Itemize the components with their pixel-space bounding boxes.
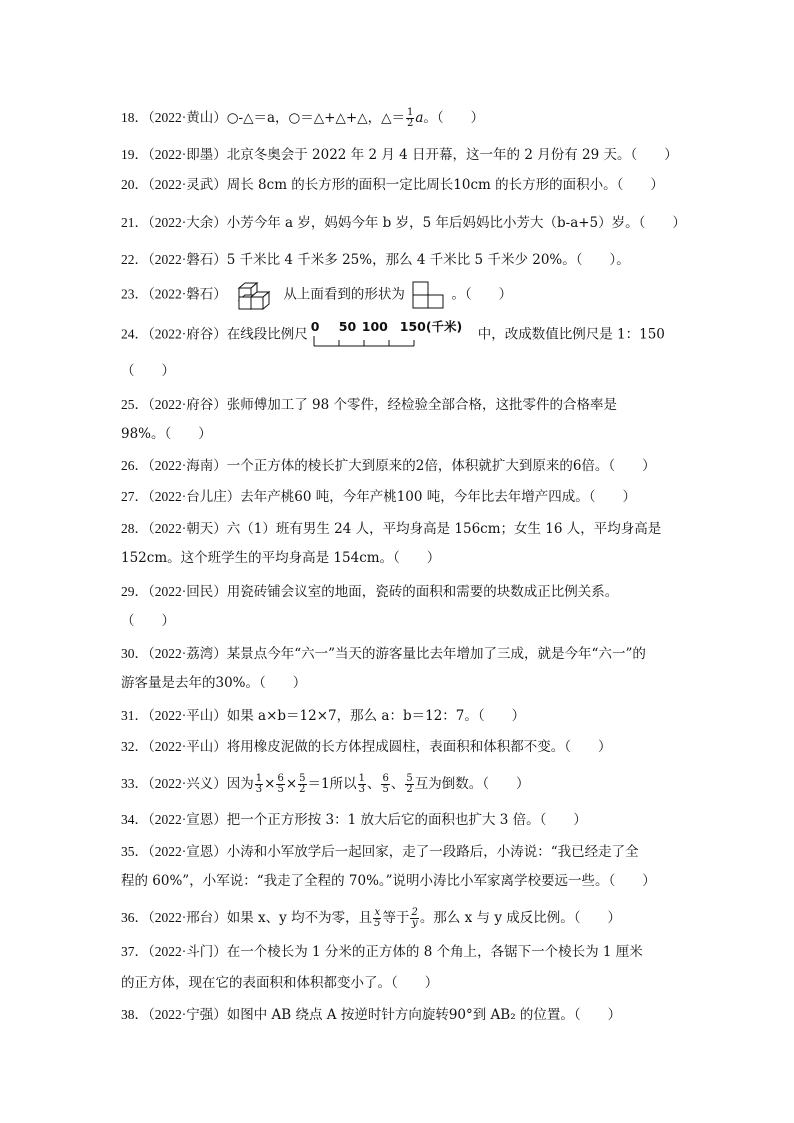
question-28-cont: 152cm。这个班学生的平均身高是 154cm。（ ） [121,550,441,566]
question-29-cont: （ ） [121,613,175,629]
cubes-figure-icon [235,280,275,310]
question-25-cont: 98%。（ ） [121,426,212,442]
question-28: 28．（2022·朝天）六（1）班有男生 24 人，平均身高是 156cm；女生 16 人，平均身高是 [121,521,662,537]
question-24-cont: （ ） [121,363,175,379]
line-scale-ruler: 0 50 100 150(千米) [310,318,476,352]
question-19: 19．（2022·即墨）北京冬奥会于 2022 年 2 月 4 日开幕，这一年的 2 月份有 29 天。（ ） [121,147,678,163]
question-34: 34．（2022·宣恩）把一个正方形按 3：1 放大后它的面积也扩大 3 倍。（ ） [121,812,587,828]
question-38: 38．（2022·宁强）如图中 AB 绕点 A 按逆时针方向旋转90°到 AB₂ 的位置。（ ） [121,1007,622,1023]
scale-bar [310,334,430,350]
question-31: 31．（2022·平山）如果 a×b＝12×7，那么 a：b＝12：7。（ ） [121,708,526,724]
question-32: 32．（2022·平山）将用橡皮泥做的长方体捏成圆柱，表面积和体积都不变。（ ） [121,739,612,755]
question-23: 23．（2022·磐石） 从上面看到的形状为 。（ ） [121,280,681,310]
question-35: 35．（2022·宣恩）小涛和小军放学后一起回家，走了一段路后，小涛说：“我已经走了全 [121,844,639,860]
question-35-cont: 程的 60%”，小军说：“我走了全程的 70%。”说明小涛比小军家离学校要远一些。（ ） [121,873,656,889]
question-30-cont: 游客量是去年的30%。（ ） [121,675,307,691]
question-21: 21．（2022·大余）小芳今年 a 岁，妈妈今年 b 岁，5 年后妈妈比小芳大（b-a+5）岁。（ ） [121,215,686,231]
question-27: 27．（2022·台儿庄）去年产桃60 吨，今年产桃100 吨，今年比去年增产四成。（ ） [121,489,637,505]
fraction: $\frac{1}{2}$ [406,107,414,129]
question-29: 29．（2022·回民）用瓷砖铺会议室的地面，瓷砖的面积和需要的块数成正比例关系。 [121,584,619,600]
question-37-cont: 的正方体，现在它的表面积和体积都变小了。（ ） [121,975,439,991]
question-24: 24．（2022·府谷）在线段比例尺 0 50 100 150(千米) 中，改成数值比例尺是 1：150 [121,318,681,352]
question-33: 33．（2022·兴义）因为 $\frac{1}{3}$ × $\frac{6}{5}$ × $\frac{5}{2}$ ＝1所以 $\frac{1}{3}$ 、 $\frac{6}{5}$ 、 $\frac{5}{2}$ 互为倒数。（ ） [121,773,530,795]
question-37: 37．（2022·斗门）在一个棱长为 1 分米的正方体的 8 个角上，各锯下一个棱长为 1 厘米 [121,944,643,960]
question-26: 26．（2022·海南）一个正方体的棱长扩大到原来的2倍，体积就扩大到原来的6倍。（ ） [121,458,656,474]
question-25: 25．（2022·府谷）张师傅加工了 98 个零件，经检验全部合格，这批零件的合格率是 [121,397,618,413]
question-20: 20．（2022·灵武）周长 8cm 的长方形的面积一定比周长10cm 的长方形的面积小。（ ） [121,177,664,193]
question-36: 36．（2022·邢台）如果 x、y 均不为零，且 $\frac{x}{5}$ 等于 $\frac{2}{y}$ 。那么 x 与 y 成反比例。（ ） [121,907,621,929]
top-view-grid-icon [412,281,444,309]
question-30: 30．（2022·荔湾）某景点今年“六一”当天的游客量比去年增加了三成，就是今年“六一”的 [121,646,646,662]
question-18: 18．（2022·黄山）○-△＝a，○＝△+△+△，△＝ $\frac{1}{2}$ a。（ ） [121,107,485,129]
question-22: 22．（2022·磐石）5 千米比 4 千米多 25%，那么 4 千米比 5 千米少 20%。（ ）。 [121,252,630,268]
